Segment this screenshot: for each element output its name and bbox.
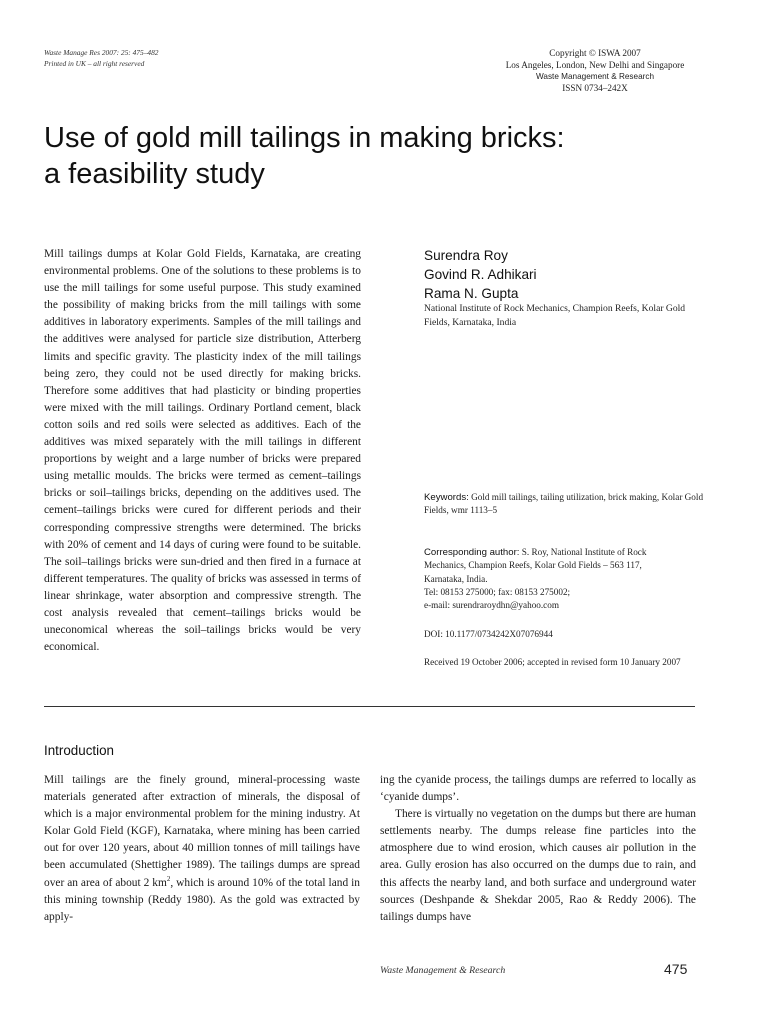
corresponding-label: Corresponding author:: [424, 547, 520, 558]
author-name: Rama N. Gupta: [424, 286, 519, 301]
corresponding-author-block: [424, 546, 706, 612]
keywords-text: Gold mill tailings, tailing utilization, brick making, Kolar Gold Fields, wmr 1113–5: [424, 492, 704, 516]
paragraph: There is virtually no vegetation on the dumps but there are human settlements nearby. The dumps release fine particles into the atmosphere due to wind erosion, which causes air pollution in the area. Gully erosion has also occurred on the dumps due to rain, and this affects the nearby land, and both surface and underground water sources (Deshpande & Shekdar 2005, Rao & Reddy 2006). The tailings dumps have: [380, 808, 696, 923]
corresponding-line: Tel: 08153 275000; fax: 08153 275002;: [424, 586, 571, 597]
affiliation: National Institute of Rock Mechanics, Champion Reefs, Kolar Gold Fields, Karnataka, India: [424, 303, 686, 328]
author-name: Surendra Roy: [424, 248, 508, 263]
keywords-label: Keywords:: [424, 492, 469, 503]
journal-name-line: Waste Management & Research: [535, 72, 654, 81]
page-number: 475: [664, 961, 688, 977]
paragraph: ing the cyanide process, the tailings dumps are referred to locally as ‘cyanide dumps’.: [380, 774, 696, 804]
issn-line: ISSN 0734–242X: [562, 82, 628, 93]
intro-column-2: [380, 772, 696, 926]
title-line-2: a feasibility study: [44, 158, 265, 190]
corresponding-line: Mechanics, Champion Reefs, Kolar Gold Fields – 563 117,: [424, 560, 642, 571]
copyright-line: Copyright © ISWA 2007: [549, 48, 641, 58]
article-title: [44, 120, 664, 192]
section-divider: [44, 706, 695, 707]
email-line[interactable]: e-mail: surendraroydhn@yahoo.com: [424, 600, 560, 611]
author-name: Govind R. Adhikari: [424, 267, 537, 282]
section-heading-introduction: Introduction: [44, 743, 114, 758]
title-line-1: Use of gold mill tailings in making bricks:: [44, 122, 565, 154]
keywords-block: [424, 491, 706, 518]
citation-line: Waste Manage Res 2007: 25: 475–482: [44, 48, 159, 57]
copyright-block: [470, 48, 720, 94]
paragraph: Mill tailings are the finely ground, mineral-processing waste materials generated after extraction of minerals, the disposal of which is a major environmental problem for the mining industry. At Kolar Gold Field (KGF), Karnataka, where mining has been carried out for over 120 years, about 40 million tonnes of mill tailings have been accumulated (Shettigher 1989). The tailings dumps are spread over an area of about 2 $km^2$, which is around 10% of the total land in this mining township (Reddy 1980). As the gold was extracted by apply-: [44, 774, 360, 923]
footer-journal-name: Waste Management & Research: [380, 965, 506, 976]
printed-line: Printed in UK – all right reserved: [44, 59, 145, 68]
author-list: [424, 246, 537, 303]
abstract: Mill tailings dumps at Kolar Gold Fields, Karnataka, are creating environmental problems. One of the solutions to these problems is to use the mill tailings for some useful purpose. This study examined the possibility of making bricks from the mill tailings with some additives in laboratory experiments. Samples of the mill tailings and the additives were analysed for particle size distribution, Atterberg limits and specific gravity. The plasticity index of the mill tailings being zero, they could not be used directly for making bricks. Therefore some additives that had plasticity or binding properties were mixed with the mill tailings. Ordinary Portland cement, black cotton soils and red soils were selected as additives. Each of the additives was mixed separately with the mill tailings in different proportions by weight and a large number of bricks were prepared using metallic moulds. The bricks were termed as cement–tailings bricks or soil–tailings bricks, depending on the additives used. The cement–tailings bricks were cured for different periods and their corresponding compressive strengths were determined. The bricks with 20% of cement and 14 days of curing were found to be suitable. The soil–tailings bricks were sun-dried and then fired in a furnace at different temperatures. The quality of bricks was assessed in terms of linear shrinkage, water absorption and compressive strength. The cost analysis revealed that cement–tailings bricks would be uneconomical whereas the soil–tailings bricks would be very economical.: [44, 248, 361, 654]
doi[interactable]: DOI: 10.1177/0734242X07076944: [424, 629, 553, 639]
intro-column-1: [44, 772, 360, 926]
corresponding-line: S. Roy, National Institute of Rock: [521, 547, 647, 557]
corresponding-line: Karnataka, India.: [424, 573, 488, 584]
journal-citation-block: [44, 47, 158, 69]
received-dates: Received 19 October 2006; accepted in revised form 10 January 2007: [424, 657, 681, 667]
places-line: Los Angeles, London, New Delhi and Singapore: [505, 59, 685, 70]
